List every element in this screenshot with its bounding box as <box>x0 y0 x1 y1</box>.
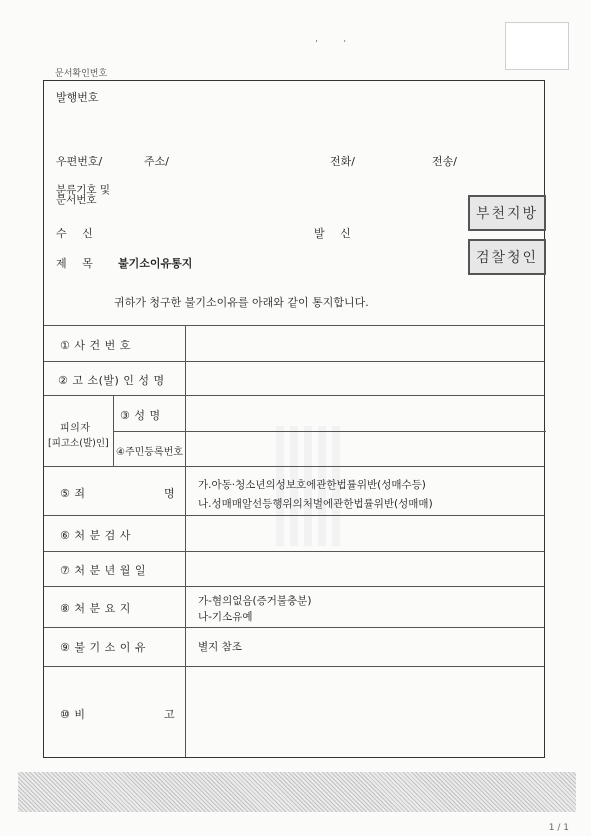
table-label-divider <box>185 325 186 757</box>
row-rule <box>44 361 544 362</box>
official-seal-stamp-1 <box>468 195 546 231</box>
crime-value-1: 가.아동·청소년의성보호에관한법률위반(성매수등) <box>198 479 426 491</box>
corner-box <box>505 22 569 70</box>
classification-label-2: 문서번호 <box>56 194 97 206</box>
row-rule <box>44 666 544 667</box>
document-frame <box>43 80 545 758</box>
gist-value-1: 가-혐의없음(증거불충분) <box>198 595 312 607</box>
address-label: 주소/ <box>144 155 169 168</box>
phone-label: 전화/ <box>330 155 355 168</box>
reason-value: 별지 참조 <box>198 641 242 653</box>
gist-value-2: 나-기소유예 <box>198 611 253 623</box>
row-rule <box>113 431 546 432</box>
header-marks: ˙ ˙ <box>314 40 358 51</box>
row-rule <box>44 395 544 396</box>
classification-label-1: 분류기호 및 <box>56 184 111 196</box>
postal-code-label: 우편번호/ <box>56 155 103 168</box>
doc-confirm-number-label: 문서확인번호 <box>55 69 108 79</box>
row-rule <box>44 551 544 552</box>
stamp-text-1: 부천지방 <box>475 206 539 222</box>
row-rule <box>44 586 544 587</box>
table-top-rule <box>44 325 544 326</box>
row-rule <box>44 515 544 516</box>
remarks-label-tail: 고 <box>164 708 176 721</box>
sender-label: 발 신 <box>314 227 357 240</box>
official-seal-stamp-2 <box>468 239 546 275</box>
suspect-sub-label: [피고소(발)인] <box>48 438 109 449</box>
row-rule <box>44 627 544 628</box>
prosecutor-label: ⑥ 처 분 검 사 <box>60 529 131 542</box>
suspect-name-label: ③ 성 명 <box>120 409 161 422</box>
fax-label: 전송/ <box>432 155 457 168</box>
scan-noise-strip <box>18 772 576 812</box>
disposition-gist-label: ⑧ 처 분 요 지 <box>60 602 131 615</box>
disposition-date-label: ⑦ 처 분 년 월 일 <box>60 564 146 577</box>
non-prosecution-reason-label: ⑨ 불 기 소 이 유 <box>60 641 146 654</box>
stamp-text-2: 검찰청인 <box>475 250 539 266</box>
intro-sentence: 귀하가 청구한 불기소이유를 아래와 같이 통지합니다. <box>114 296 369 309</box>
suspect-label: 피의자 <box>60 423 91 434</box>
row-rule <box>44 466 544 467</box>
subject-label: 제 목 <box>56 257 99 270</box>
complainant-name-label: ② 고 소(발) 인 성 명 <box>58 374 165 387</box>
subject-value: 불기소이유통지 <box>118 257 193 270</box>
remarks-label: ⑩ 비 <box>60 708 86 721</box>
crime-label: ⑤ 죄 <box>60 487 86 500</box>
crime-label-tail: 명 <box>164 487 176 500</box>
resident-number-label: ④주민등록번호 <box>116 447 183 458</box>
crime-value-2: 나.성매매알선등행위의처벌에관한법률위반(성매매) <box>198 498 433 510</box>
case-number-label: ① 사 건 번 호 <box>60 339 131 352</box>
page-number: 1 / 1 <box>548 823 569 833</box>
issue-number-label: 발행번호 <box>56 91 99 104</box>
recipient-label: 수 신 <box>56 227 99 240</box>
